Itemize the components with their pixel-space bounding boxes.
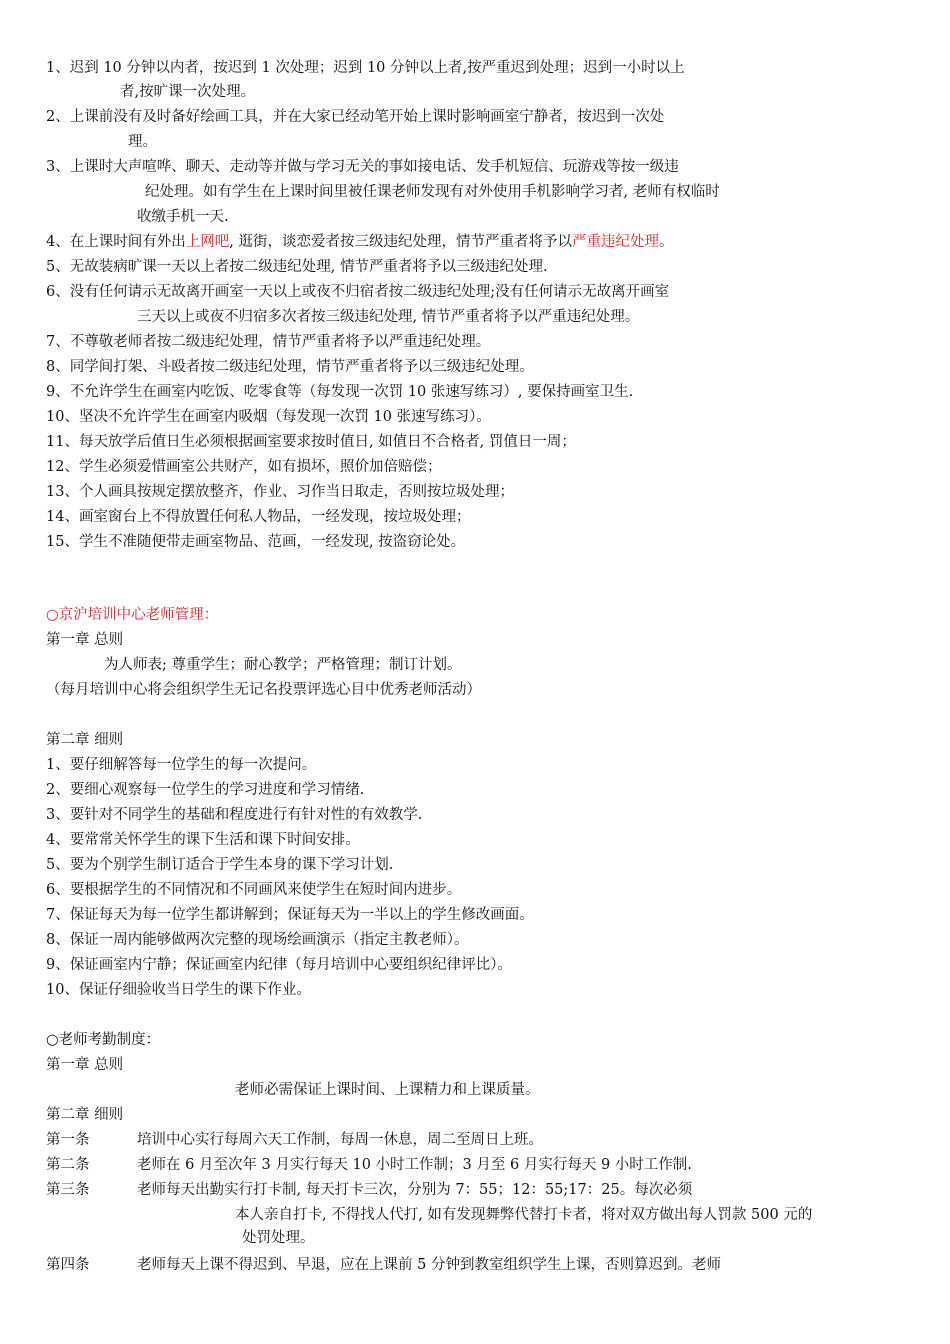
article-2-label: 第二条 [46,1157,90,1173]
teacher-mgmt-item: 8、保证一周内能够做两次完整的现场绘画演示（指定主教老师）。 [46,932,469,948]
teacher-mgmt-item: 4、要常常关怀学生的课下生活和课下时间安排。 [46,832,360,848]
rule-7: 7、不尊敬老师者按二级违纪处理，情节严重者将予以严重违纪处理。 [46,334,491,350]
rule-1-line-2: 者,按旷课一次处理。 [120,84,256,100]
rule-1-line-1: 1、迟到 10 分钟以内者，按迟到 1 次处理；迟到 10 分钟以上者,按严重迟到处理；迟到一小时以上 [46,60,685,76]
rule-11: 11、每天放学后值日生必须根据画室要求按时值日, 如值日不合格者, 罚值日一周； [46,434,576,450]
rule-12: 12、学生必须爱惜画室公共财产，如有损坏，照价加倍赔偿； [46,459,442,475]
rule-9: 9、不允许学生在画室内吃饭、吃零食等（每发现一次罚 10 张速写练习）, 要保持画室卫生. [46,384,634,400]
rule-3-line-2: 纪处理。如有学生在上课时间里被任课老师发现有对外使用手机影响学习者, 老师有权临时 [145,184,720,200]
rule-10: 10、坚决不允许学生在画室内吸烟（每发现一次罚 10 张速写练习）。 [46,409,491,425]
teacher-mgmt-item: 10、保证仔细验收当日学生的课下作业。 [46,982,311,998]
rule-4-line [46,232,673,252]
teacher-mgmt-item: 1、要仔细解答每一位学生的每一次提问。 [46,757,317,773]
article-1-label: 第一条 [46,1132,90,1148]
attendance-chapter-1-text: 老师必需保证上课时间、上课精力和上课质量。 [235,1082,540,1098]
rule-6-line-1: 6、没有任何请示无故离开画室一天以上或夜不归宿者按二级违纪处理;没有任何请示无故离开画室 [46,284,670,300]
rule-8: 8、同学间打架、斗殴者按二级违纪处理，情节严重者将予以三级违纪处理。 [46,359,534,375]
rule-4-text-c: , 逛街，谈恋爱者按三级违纪处理，情节严重者将予以 [229,234,572,250]
teacher-mgmt-chapter-1-text: 为人师表; 尊重学生；耐心教学；严格管理；制订计划。 [104,657,462,673]
attendance-chapter-1-title: 第一章 总则 [46,1057,124,1073]
article-2-text: 老师在 6 月至次年 3 月实行每天 10 小时工作制；3 月至 6 月实行每天 9 小时工作制. [137,1157,692,1173]
rule-2-line-1: 2、上课前没有及时备好绘画工具，并在大家已经动笔开始上课时影响画室宁静者，按迟到一次处 [46,109,665,125]
rule-4-highlight-internet-cafe: 上网吧 [185,234,230,250]
article-1-text: 培训中心实行每周六天工作制，每周一休息，周二至周日上班。 [137,1132,543,1148]
article-4-text: 老师每天上课不得迟到、早退，应在上课前 5 分钟到教室组织学生上课，否则算迟到。老师 [137,1257,721,1273]
article-3-text-line-1: 老师每天出勤实行打卡制, 每天打卡三次，分别为 7：55；12：55;17：25。每次必须 [137,1182,693,1198]
teacher-mgmt-chapter-1-note: （每月培训中心将会组织学生无记名投票评选心目中优秀老师活动） [46,682,481,698]
teacher-mgmt-item: 7、保证每天为每一位学生都讲解到；保证每天为一半以上的学生修改画面。 [46,907,534,923]
teacher-mgmt-heading: ○京沪培训中心老师管理： [46,607,219,623]
rule-4-text-e: 。 [658,234,674,250]
rule-3-line-1: 3、上课时大声喧哗、聊天、走动等并做与学习无关的事如接电话、发手机短信、玩游戏等按一级违 [46,159,679,175]
rule-4-text-a: 4、在上课时间有外出 [46,234,186,250]
attendance-chapter-2-title: 第二章 细则 [46,1107,124,1123]
article-3-text-line-2: 本人亲自打卡, 不得找人代打, 如有发现舞弊代替打卡者，将对双方做出每人罚款 500 元的 [235,1207,813,1223]
teacher-mgmt-chapter-2-title: 第二章 细则 [46,732,124,748]
teacher-mgmt-chapter-1-title: 第一章 总则 [46,632,124,648]
rule-13: 13、个人画具按规定摆放整齐，作业、习作当日取走，否则按垃圾处理； [46,484,514,500]
teacher-mgmt-item: 6、要根据学生的不同情况和不同画风来使学生在短时间内进步。 [46,882,462,898]
attendance-heading: ○老师考勤制度： [46,1032,161,1048]
article-4-label: 第四条 [46,1257,90,1273]
article-3-label: 第三条 [46,1182,90,1198]
rule-2-line-2: 理。 [128,134,157,150]
rule-14: 14、画室窗台上不得放置任何私人物品，一经发现，按垃圾处理； [46,509,471,525]
article-3-text-line-3: 处罚处理。 [242,1230,315,1246]
teacher-mgmt-item: 9、保证画室内宁静；保证画室内纪律（每月培训中心要组织纪律评比）。 [46,957,512,973]
teacher-mgmt-item: 3、要针对不同学生的基础和程度进行有针对性的有效教学. [46,807,423,823]
rule-15: 15、学生不准随便带走画室物品、范画，一经发现, 按盗窃论处。 [46,534,466,550]
rule-6-line-2: 三天以上或夜不归宿多次者按三级违纪处理, 情节严重者将予以严重违纪处理。 [137,309,640,325]
teacher-mgmt-item: 5、要为个别学生制订适合于学生本身的课下学习计划. [46,857,394,873]
rule-3-line-3: 收缴手机一天. [137,209,229,225]
teacher-mgmt-item: 2、要细心观察每一位学生的学习进度和学习情绪. [46,782,365,798]
rule-4-highlight-serious-violation: 严重违纪处理 [571,234,659,250]
rule-5: 5、无故装病旷课一天以上者按二级违纪处理, 情节严重者将予以三级违纪处理. [46,259,548,275]
